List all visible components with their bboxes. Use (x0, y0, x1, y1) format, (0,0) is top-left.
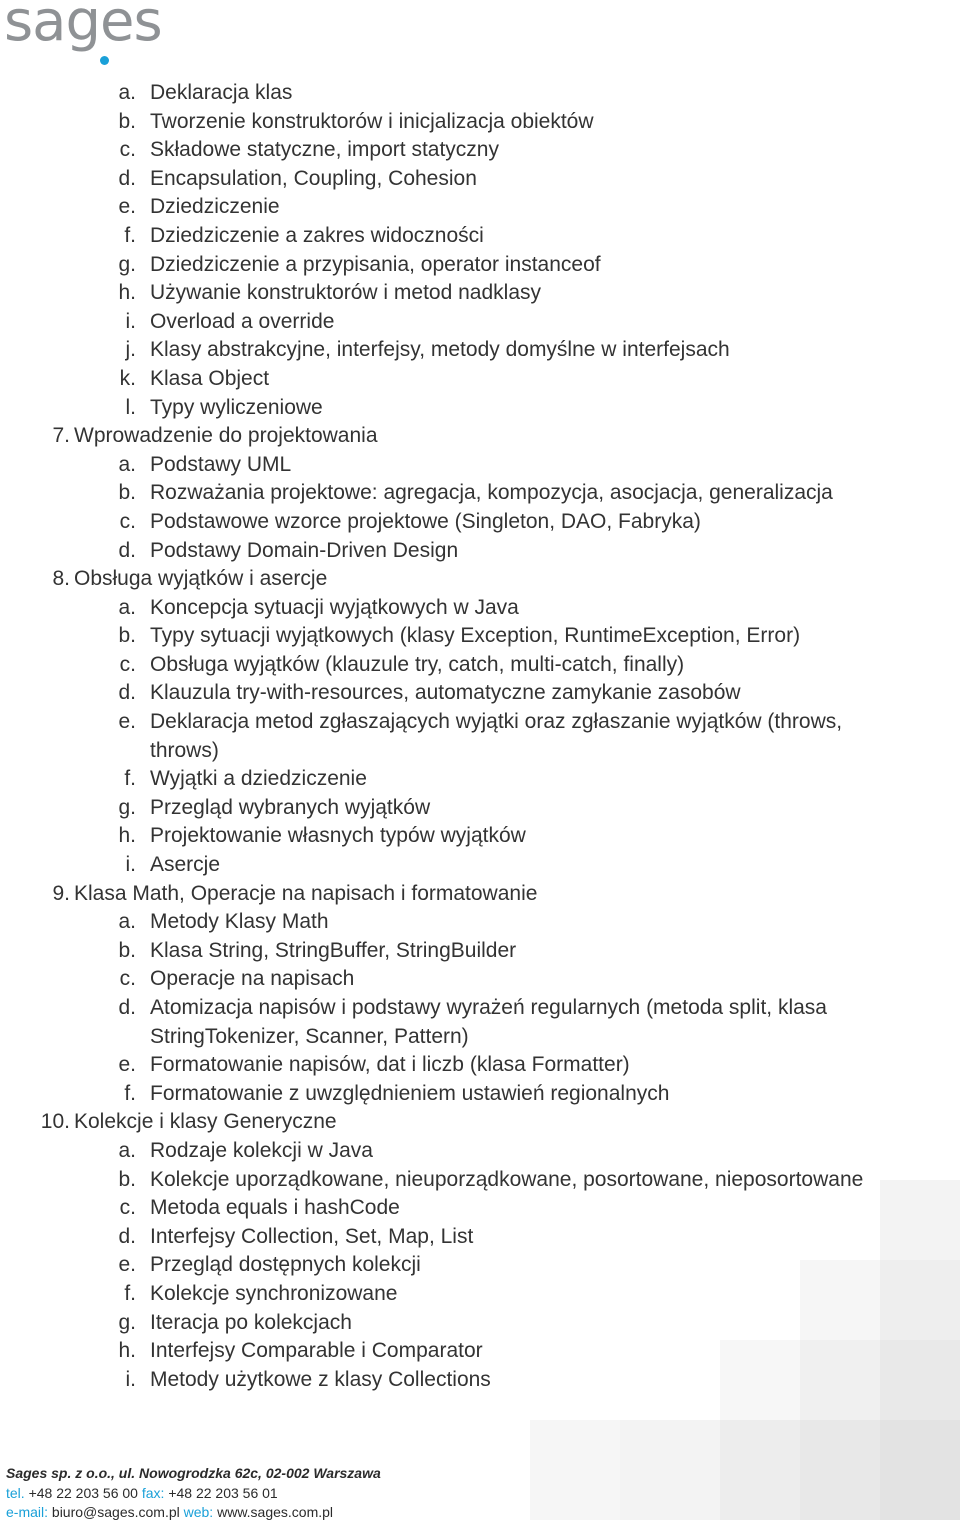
subsection-item (0, 336, 960, 365)
email-link[interactable]: biuro@sages.com.pl (51, 1504, 180, 1520)
list-item-text: Klasa Object (150, 366, 270, 390)
subsection-item (0, 394, 960, 423)
section-item (0, 565, 960, 594)
list-marker: b. (118, 624, 136, 648)
logo-text: sages (4, 0, 162, 54)
list-marker: c. (119, 652, 136, 676)
subsection-item (0, 1137, 960, 1166)
subsection-item (0, 937, 960, 966)
list-marker: g. (118, 1310, 136, 1334)
footer (6, 1464, 381, 1523)
list-item-text: Metoda equals i hashCode (150, 1196, 400, 1220)
list-item-text: Przegląd dostępnych kolekcji (150, 1253, 421, 1277)
subsection-item (0, 365, 960, 394)
list-item-text: Formatowanie napisów, dat i liczb (klasa Formatter) (150, 1053, 630, 1077)
fax-value: +48 22 203 56 01 (168, 1484, 278, 1501)
list-item-text: Overload a override (150, 309, 335, 333)
list-item-text: Metody Klasy Math (150, 910, 329, 934)
section-item (0, 422, 960, 451)
list-marker: c. (119, 967, 136, 991)
subsection-item (0, 308, 960, 337)
list-marker: l. (125, 395, 136, 419)
list-marker: d. (118, 538, 136, 562)
fax-label: fax: (141, 1484, 165, 1501)
list-marker: 10. (40, 1110, 70, 1134)
subsection-item (0, 279, 960, 308)
list-marker: j. (125, 338, 136, 362)
subsection-item (0, 651, 960, 680)
list-marker: a. (118, 595, 136, 619)
list-marker: f. (124, 1081, 136, 1105)
list-marker: a. (118, 81, 136, 104)
list-item-text: Deklaracja klas (150, 81, 293, 104)
sages-logo (4, 0, 162, 54)
list-item-text: Dziedziczenie (150, 195, 280, 219)
tel-value: +48 22 203 56 00 (28, 1484, 138, 1501)
subsection-item (0, 1194, 960, 1223)
list-item-text: Metody użytkowe z klasy Collections (150, 1367, 491, 1391)
list-marker: b. (118, 481, 136, 505)
list-item-text: Typy sytuacji wyjątkowych (klasy Exception, RuntimeException, Error) (150, 624, 801, 648)
list-item-text: Klasy abstrakcyjne, interfejsy, metody domyślne w interfejsach (150, 338, 730, 362)
email-label: e-mail: (6, 1504, 49, 1520)
subsection-item (0, 965, 960, 994)
list-item-text: Podstawy UML (150, 452, 292, 476)
subsection-item (0, 479, 960, 508)
list-item-text: Przegląd wybranych wyjątków (150, 795, 431, 819)
subsection-item (0, 537, 960, 566)
subsection-item (0, 108, 960, 137)
subsection-item (0, 1337, 960, 1366)
list-item-text: Klauzula try-with-resources, automatyczne zamykanie zasobów (150, 681, 741, 705)
list-item-text: Projektowanie własnych typów wyjątków (150, 824, 526, 848)
subsection-item (0, 1080, 960, 1109)
list-item-text: Wyjątki a dziedziczenie (150, 767, 367, 791)
subsection-item (0, 708, 960, 765)
list-item-text: Deklaracja metod zgłaszających wyjątki oraz zgłaszanie wyjątków (throws, throws) (150, 710, 843, 762)
subsection-item (0, 1223, 960, 1252)
list-item-text: Używanie konstruktorów i metod nadklasy (150, 281, 542, 305)
list-marker: h. (118, 1339, 136, 1363)
subsection-item (0, 222, 960, 251)
subsection-item (0, 1280, 960, 1309)
list-marker: 8. (52, 567, 70, 591)
subsection-item (0, 1166, 960, 1195)
list-marker: a. (118, 452, 136, 476)
list-marker: 9. (52, 881, 70, 905)
logo-dot (100, 56, 109, 65)
list-marker: i. (125, 309, 136, 333)
mosaic-tile (620, 1420, 720, 1520)
list-marker: g. (118, 795, 136, 819)
list-marker: 7. (52, 424, 70, 448)
list-marker: i. (125, 853, 136, 877)
list-item-text: Tworzenie konstruktorów i inicjalizacja obiektów (150, 109, 594, 133)
list-marker: h. (118, 824, 136, 848)
web-link[interactable]: www.sages.com.pl (217, 1504, 334, 1520)
list-item-text: Interfejsy Collection, Set, Map, List (150, 1224, 474, 1248)
list-item-text: Rodzaje kolekcji w Java (150, 1138, 373, 1162)
list-item-text: Podstawowe wzorce projektowe (Singleton, DAO, Fabryka) (150, 509, 701, 533)
list-item-text: Kolekcje i klasy Generyczne (74, 1110, 337, 1134)
list-marker: b. (118, 938, 136, 962)
list-item-text: Wprowadzenie do projektowania (74, 424, 378, 448)
list-marker: a. (118, 910, 136, 934)
subsection-item (0, 851, 960, 880)
list-marker: b. (118, 1167, 136, 1191)
subsection-item (0, 165, 960, 194)
list-marker: f. (124, 1281, 136, 1305)
list-marker: e. (118, 195, 136, 219)
list-marker: d. (118, 1224, 136, 1248)
list-marker: c. (119, 509, 136, 533)
subsection-item (0, 1309, 960, 1338)
mosaic-tile (530, 1420, 620, 1520)
tel-label: tel. (6, 1484, 25, 1501)
subsection-item (0, 1251, 960, 1280)
subsection-item (0, 451, 960, 480)
footer-phone-line (6, 1484, 381, 1504)
subsection-item (0, 251, 960, 280)
list-item-text: Iteracja po kolekcjach (150, 1310, 352, 1334)
subsection-item (0, 594, 960, 623)
list-item-text: Obsługa wyjątków (klauzule try, catch, multi-catch, finally) (150, 652, 685, 676)
list-item-text: Typy wyliczeniowe (150, 395, 323, 419)
list-item-text: Interfejsy Comparable i Comparator (150, 1339, 483, 1363)
list-marker: k. (119, 366, 136, 390)
list-item-text: Kolekcje synchronizowane (150, 1281, 398, 1305)
list-item-text: Dziedziczenie a zakres widoczności (150, 223, 484, 247)
list-marker: h. (118, 281, 136, 305)
list-marker: e. (118, 1253, 136, 1277)
list-marker: d. (118, 996, 136, 1019)
mosaic-tile (880, 1420, 960, 1520)
list-marker: i. (125, 1367, 136, 1391)
list-item-text: Obsługa wyjątków i asercje (74, 567, 328, 591)
subsection-item (0, 1366, 960, 1395)
list-marker: a. (118, 1138, 136, 1162)
list-item-text: Dziedziczenie a przypisania, operator instanceof (150, 252, 601, 276)
list-item-text: Atomizacja napisów i podstawy wyrażeń regularnych (metoda split, klasa StringTokenizer, Scanner, Pattern) (150, 996, 827, 1048)
mosaic-tile (800, 1420, 880, 1520)
section-item (0, 1108, 960, 1137)
subsection-item (0, 679, 960, 708)
subsection-item (0, 994, 960, 1051)
subsection-item (0, 1051, 960, 1080)
list-item-text: Podstawy Domain-Driven Design (150, 538, 459, 562)
list-marker: f. (124, 767, 136, 791)
list-marker: c. (119, 138, 136, 162)
subsection-item (0, 622, 960, 651)
list-marker: d. (118, 166, 136, 190)
list-item-text: Kolekcje uporządkowane, nieuporządkowane, posortowane, nieposortowane (150, 1167, 864, 1191)
list-marker: c. (119, 1196, 136, 1220)
list-marker: b. (118, 109, 136, 133)
list-item-text: Asercje (150, 853, 221, 877)
list-item-text: Rozważania projektowe: agregacja, kompozycja, asocjacja, generalizacja (150, 481, 833, 505)
list-item-text: Klasa Math, Operacje na napisach i formatowanie (74, 881, 538, 905)
list-marker: e. (118, 710, 136, 734)
list-item-text: Operacje na napisach (150, 967, 355, 991)
list-item-text: Encapsulation, Coupling, Cohesion (150, 166, 477, 190)
list-item-text: Formatowanie z uwzględnieniem ustawień regionalnych (150, 1081, 670, 1105)
list-item-text: Składowe statyczne, import statyczny (150, 138, 499, 162)
list-marker: e. (118, 1053, 136, 1077)
subsection-item (0, 136, 960, 165)
mosaic-tile (720, 1420, 800, 1520)
subsection-item (0, 508, 960, 537)
list-item-text: Koncepcja sytuacji wyjątkowych w Java (150, 595, 519, 619)
subsection-item (0, 79, 960, 108)
list-marker: d. (118, 681, 136, 705)
subsection-item (0, 822, 960, 851)
subsection-item (0, 193, 960, 222)
subsection-item (0, 908, 960, 937)
footer-company: Sages sp. z o.o., ul. Nowogrodzka 62c, 02-002 Warszawa (6, 1465, 381, 1481)
course-outline (0, 79, 960, 1394)
web-label: web: (183, 1504, 214, 1520)
subsection-item (0, 794, 960, 823)
list-item-text: Klasa String, StringBuffer, StringBuilder (150, 938, 517, 962)
list-marker: f. (124, 223, 136, 247)
section-item (0, 880, 960, 909)
subsection-item (0, 765, 960, 794)
list-marker: g. (118, 252, 136, 276)
